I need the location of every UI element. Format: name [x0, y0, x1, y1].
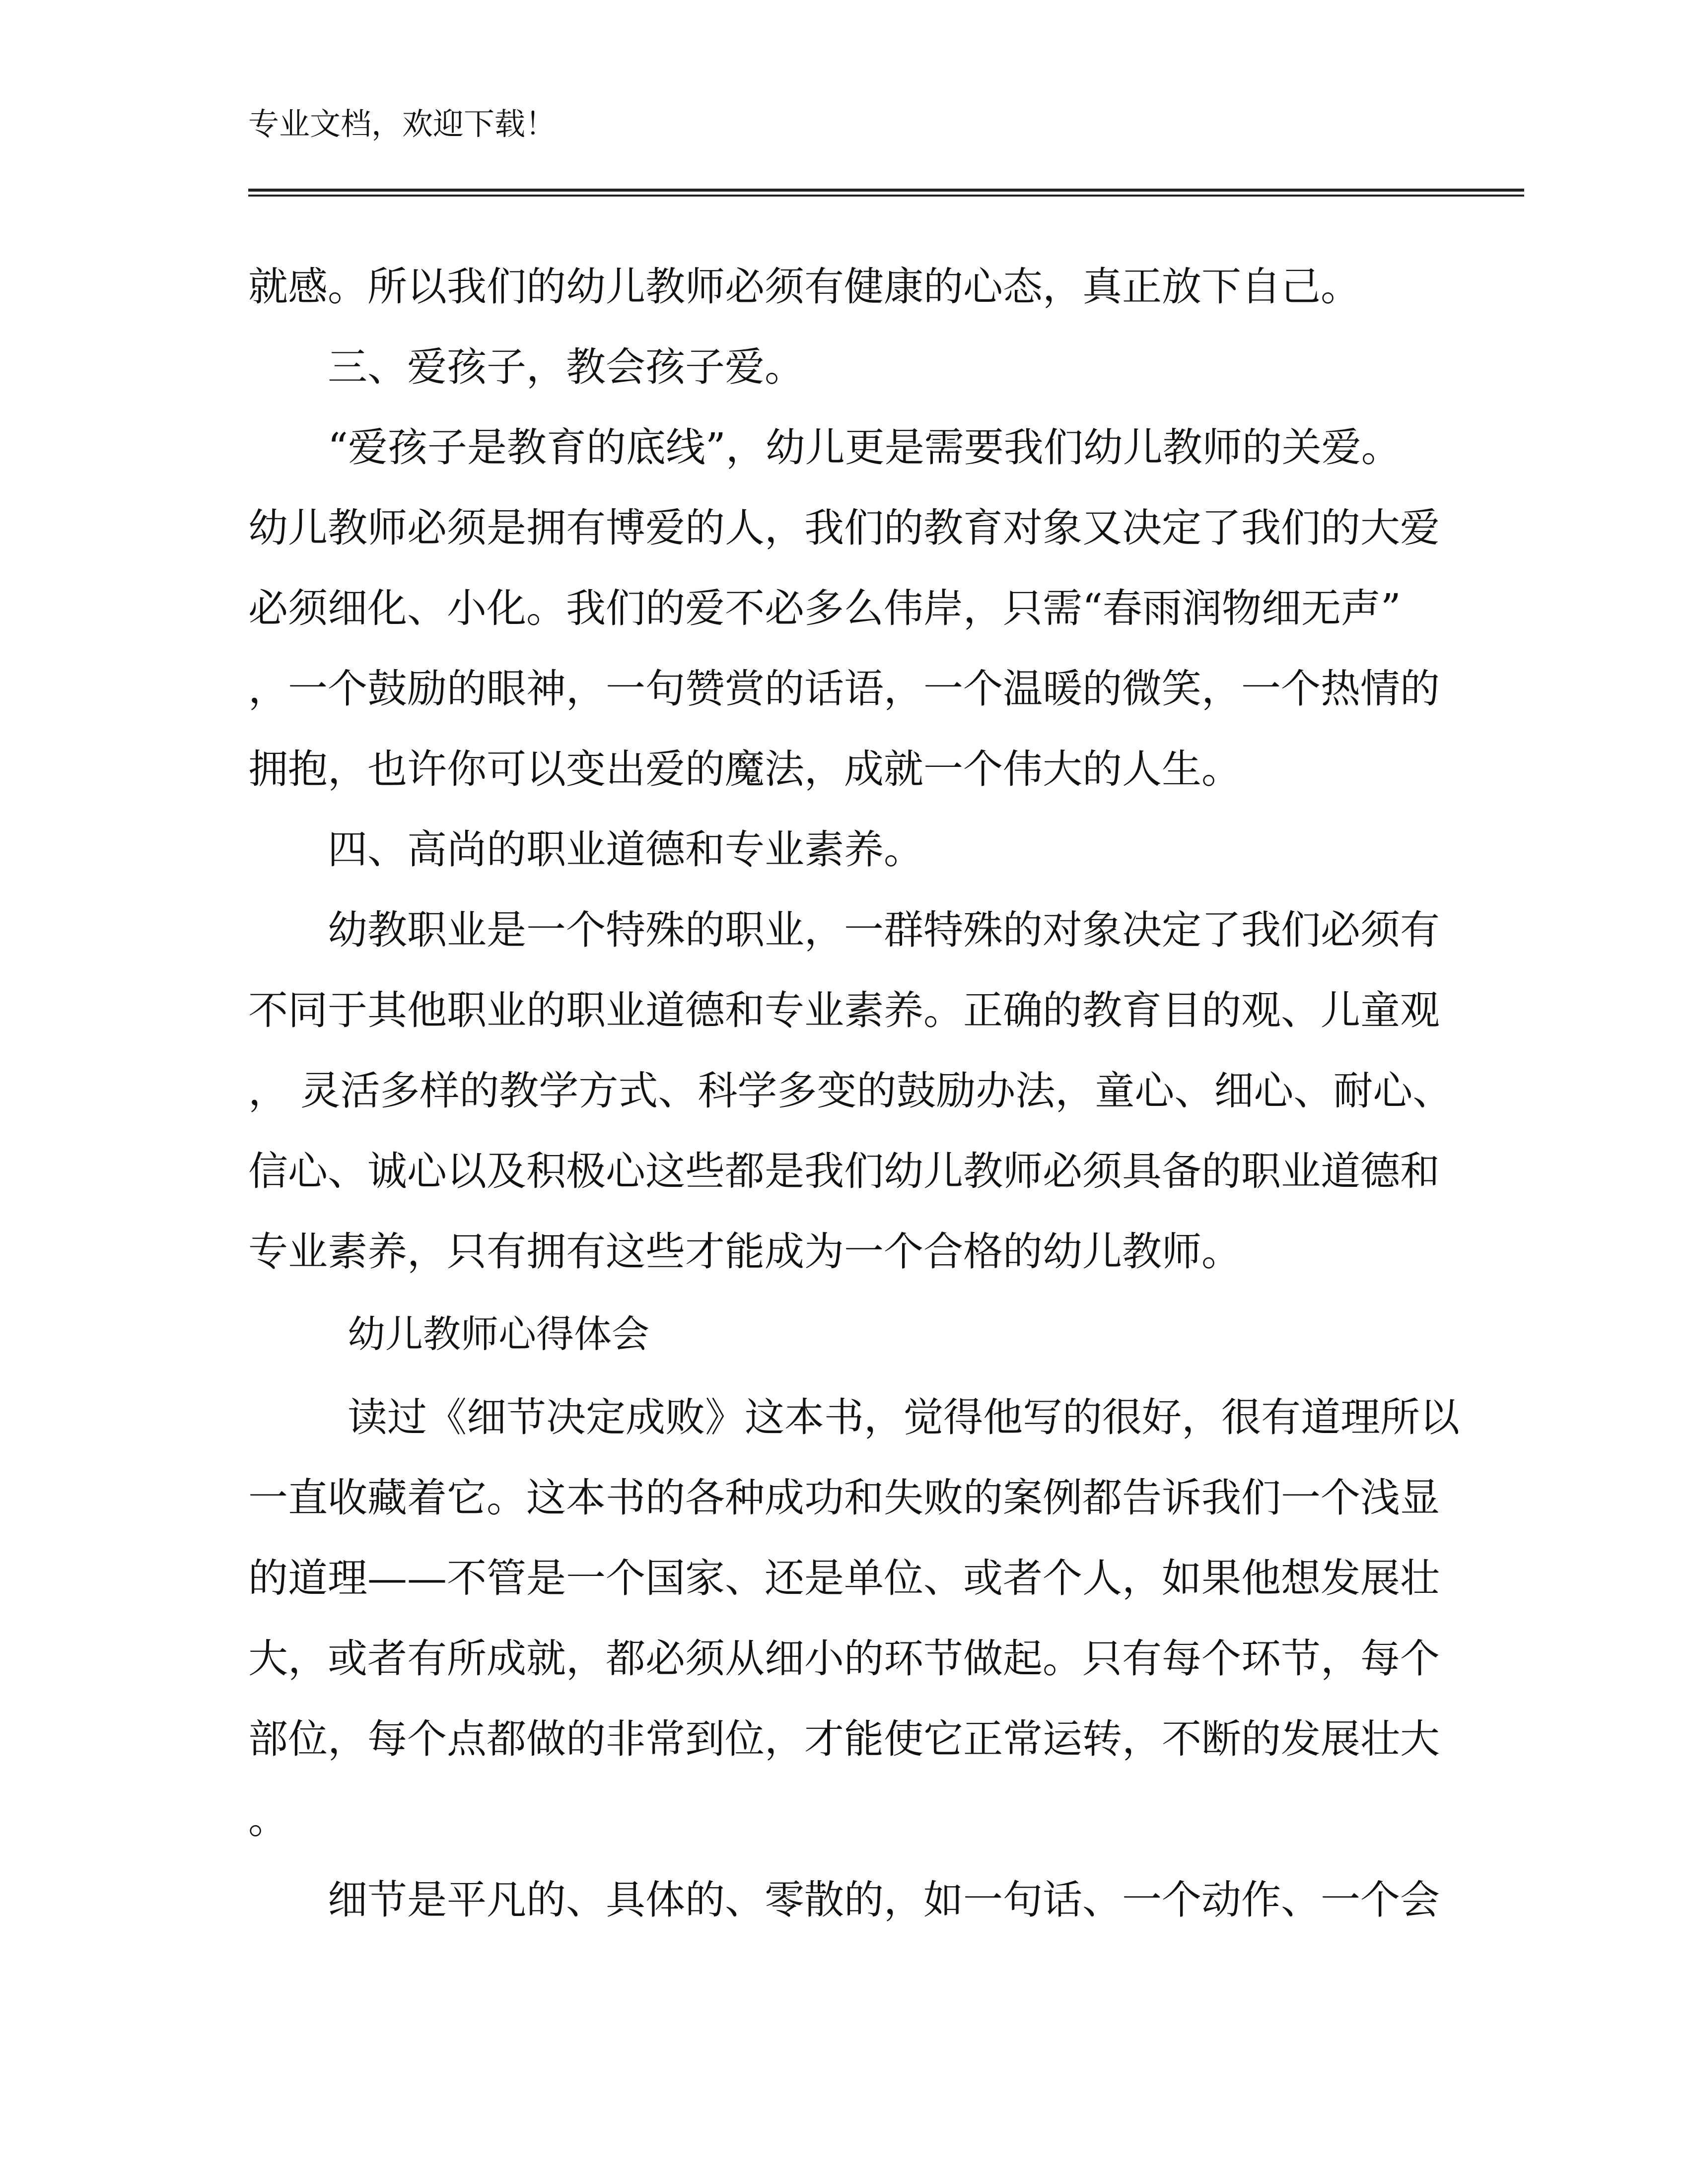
- paragraph-line: 大，或者有所成就，都必须从细小的环节做起。只有每个环节，每个: [248, 1636, 1440, 1682]
- paragraph-line: 信心、诚心以及积极心这些都是我们幼儿教师必须具备的职业道德和: [248, 1148, 1440, 1194]
- paragraph-line: 部位，每个点都做的非常到位，才能使它正常运转，不断的发展壮大: [248, 1716, 1440, 1762]
- paragraph-line: 幼教职业是一个特殊的职业，一群特殊的对象决定了我们必须有: [328, 907, 1440, 953]
- paragraph-line: 读过《细节决定成败》这本书，觉得他写的很好，很有道理所以: [348, 1394, 1460, 1440]
- paragraph-line: 就感。所以我们的幼儿教师必须有健康的心态，真正放下自己。: [248, 264, 1360, 310]
- header-rule-bottom: [248, 195, 1524, 197]
- paragraph-line: 的道理——不管是一个国家、还是单位、或者个人，如果他想发展壮: [248, 1555, 1440, 1601]
- paragraph-line: ，一个鼓励的眼神，一句赞赏的话语，一个温暖的微笑，一个热情的: [248, 666, 1440, 712]
- page-header: 专业文档，欢迎下载！: [248, 106, 557, 142]
- document-title: 幼儿教师心得体会: [348, 1312, 649, 1356]
- header-rule-top: [248, 189, 1524, 192]
- paragraph-line: “爱孩子是教育的底线”，幼儿更是需要我们幼儿教师的关爱。: [328, 424, 1401, 471]
- paragraph-line: 一直收藏着它。这本书的各种成功和失败的案例都告诉我们一个浅显: [248, 1475, 1440, 1521]
- section-heading: 四、高尚的职业道德和专业素养。: [328, 826, 923, 873]
- paragraph-line: 。: [248, 1796, 288, 1843]
- paragraph-line: ， 灵活多样的教学方式、科学多变的鼓励办法，童心、细心、耐心、: [248, 1068, 1453, 1114]
- paragraph-line: 细节是平凡的、具体的、零散的，如一句话、一个动作、一个会: [328, 1877, 1440, 1923]
- paragraph-line: 幼儿教师必须是拥有博爱的人，我们的教育对象又决定了我们的大爱: [248, 505, 1440, 551]
- paragraph-line: 不同于其他职业的职业道德和专业素养。正确的教育目的观、儿童观: [248, 987, 1440, 1033]
- paragraph-line: 专业素养，只有拥有这些才能成为一个合格的幼儿教师。: [248, 1228, 1241, 1275]
- section-heading: 三、爱孩子，教会孩子爱。: [328, 344, 804, 390]
- paragraph-line: 拥抱，也许你可以变出爱的魔法，成就一个伟大的人生。: [248, 746, 1241, 792]
- paragraph-line: 必须细化、小化。我们的爱不必多么伟岸，只需“春雨润物细无声”: [248, 585, 1401, 631]
